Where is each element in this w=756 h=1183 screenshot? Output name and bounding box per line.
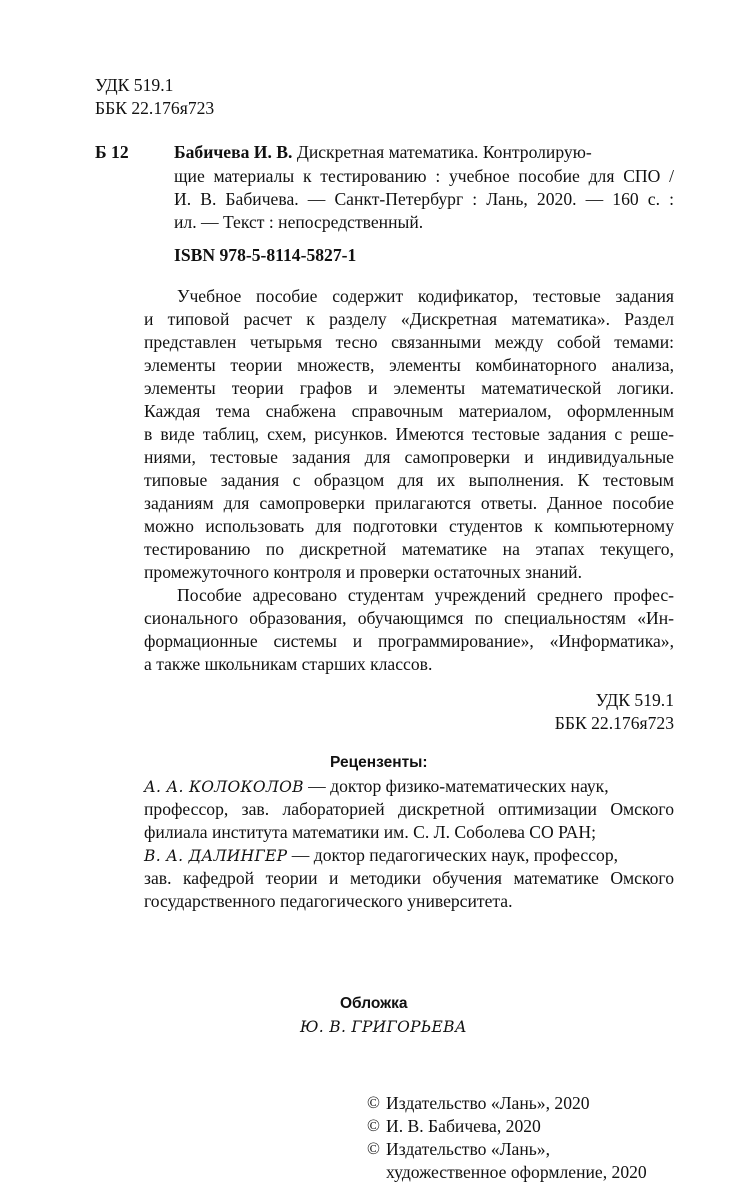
reviewer-1-line-3: филиала института математики им. С. Л. Соболева СО РАН; [144,822,596,842]
abstract-line: формационные системы и программирование», «Информатика», [144,631,674,651]
reviewer-2-line-1 [144,844,674,867]
catalog-author: Бабичева И. В. [174,142,293,162]
catalog-desc-line-1 [174,141,674,163]
abstract-line: Учебное пособие содержит кодификатор, тестовые задания [177,286,674,306]
reviewer-2-name: В. А. ДАЛИНГЕР [144,847,288,865]
abstract-line: промежуточного контроля и проверки остаточных знаний. [144,562,582,582]
catalog-code: Б 12 [95,142,129,162]
reviewer-2-line-2: зав. кафедрой теории и методики обучения математике Омского [144,868,674,888]
abstract-line: Пособие адресовано студентам учреждений среднего профес- [177,585,674,605]
udk-code-right: УДК 519.1 [595,690,674,710]
catalog-title: Дискретная математика. Контролирую- [296,142,592,162]
abstract-line: а также школьникам старших классов. [144,654,433,674]
reviewer-1-title: — доктор физико-математических наук, [303,776,609,796]
cover-heading: Обложка [340,995,408,1012]
reviewer-1-name: А. А. КОЛОКОЛОВ [144,778,304,796]
abstract-line: ниями, тестовые задания для самопроверки и индивидуальные [144,447,674,467]
reviewers-heading: Рецензенты: [330,754,428,771]
copyright-line-2: И. В. Бабичева, 2020 [386,1116,541,1136]
isbn: ISBN 978-5-8114-5827-1 [174,245,357,265]
abstract-line: в виде таблиц, схем, рисунков. Имеются тестовые задания с реше- [144,424,674,444]
catalog-desc-line-4: ил. — Текст : непосредственный. [174,212,424,232]
abstract-line: типовые задания с образцом для их выполнения. К тестовым [144,470,674,490]
reviewer-2-title: — доктор педагогических наук, профессор, [287,845,619,865]
bbk-code-right: ББК 22.176я723 [554,713,674,733]
copyright-symbol: © [367,1139,380,1158]
copyright-line-4: художественное оформление, 2020 [386,1162,647,1182]
catalog-desc-line-3: И. В. Бабичева. — Санкт-Петербург : Лань, 2020. — 160 с. : [174,189,674,209]
abstract-line: Каждая тема снабжена справочным материалом, оформленным [144,401,674,421]
reviewer-1-line-2: профессор, зав. лабораторией дискретной оптимизации Омского [144,799,674,819]
abstract-line: можно использовать для подготовки студентов к компьютерному [144,516,674,536]
abstract-line: элементы теории графов и элементы математической логики. [144,378,674,398]
reviewer-1-line-1 [144,775,674,798]
abstract-line: элементы теории множеств, элементы комбинаторного анализа, [144,355,674,375]
abstract-line: заданиям для самопроверки прилагаются ответы. Данное пособие [144,493,674,513]
abstract-line: тестированию по дискретной математике на этапах текущего, [144,539,674,559]
reviewer-2-line-3: государственного педагогического университета. [144,891,513,911]
abstract-line: представлен четырьмя тесно связанными между собой темами: [144,332,674,352]
copyright-symbol: © [367,1116,380,1135]
cover-artist: Ю. В. ГРИГОРЬЕВА [300,1018,467,1036]
abstract-line: сионального образования, обучающимся по специальностям «Ин- [144,608,674,628]
bbk-code: ББК 22.176я723 [95,98,215,118]
catalog-desc-line-2: щие материалы к тестированию : учебное пособие для СПО / [174,166,674,186]
copyright-symbol: © [367,1093,380,1112]
udk-code: УДК 519.1 [95,75,174,95]
copyright-line-1: Издательство «Лань», 2020 [386,1093,590,1113]
copyright-line-3: Издательство «Лань», [386,1139,550,1159]
abstract-line: и типовой расчет к разделу «Дискретная математика». Раздел [144,309,674,329]
